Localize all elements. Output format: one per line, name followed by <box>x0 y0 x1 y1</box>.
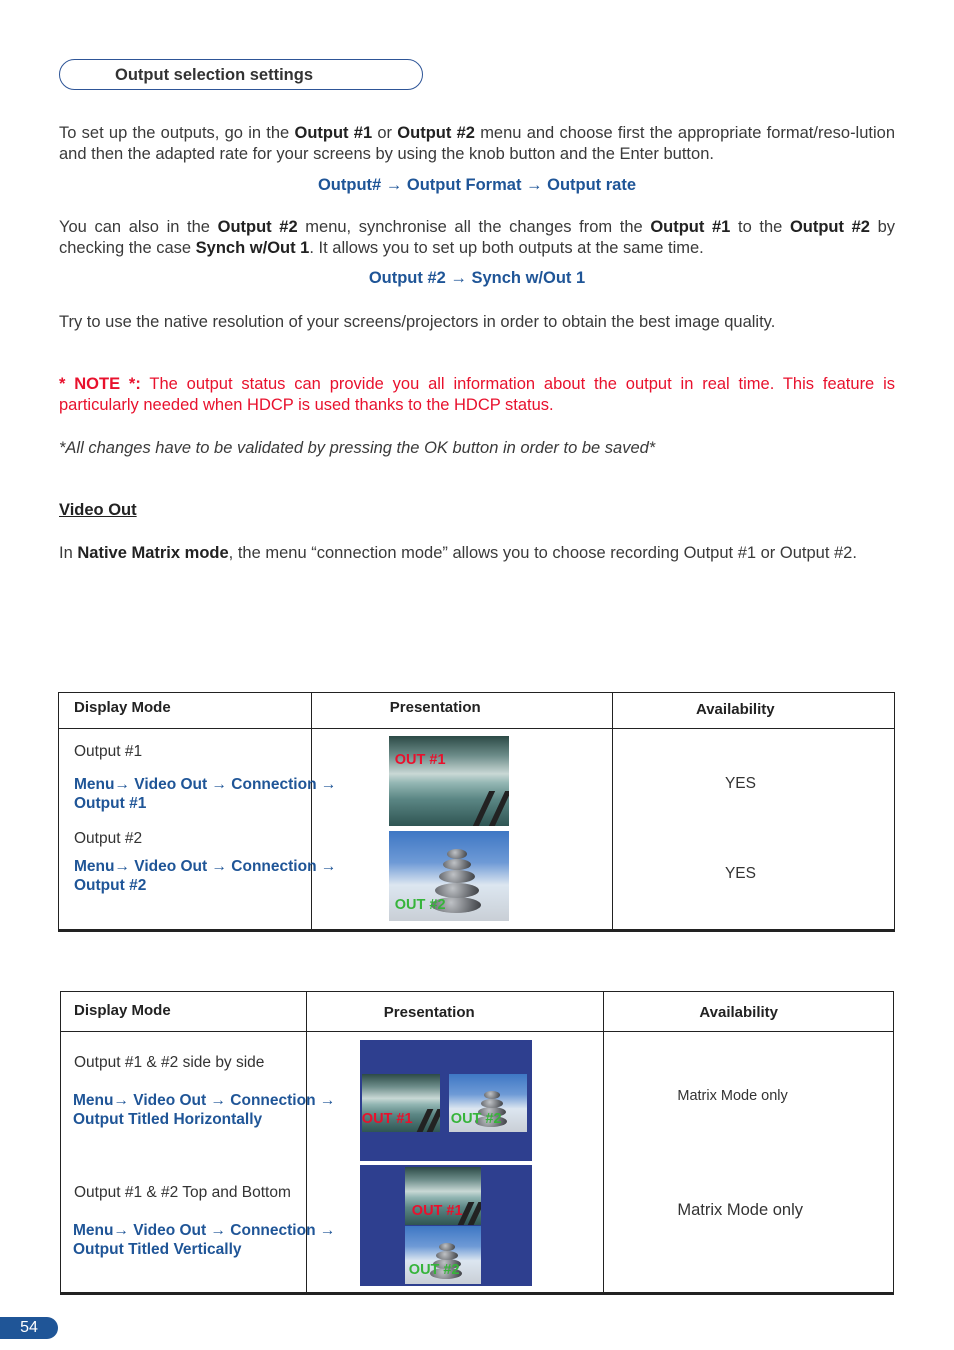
mode-output-2: Output #2 <box>74 830 143 847</box>
availability-cell <box>604 1032 894 1294</box>
note-label: * NOTE *: <box>59 375 141 393</box>
display-mode-cell <box>61 1032 336 1294</box>
availability-output-1: YES <box>724 775 756 792</box>
section-title: Output selection settings <box>115 66 314 84</box>
header-display-mode: Display Mode <box>59 693 312 729</box>
availability-top-bottom: Matrix Mode only <box>677 1201 804 1219</box>
bold-text: Synch w/Out 1 <box>195 239 310 257</box>
bold-text: Output #1 <box>294 124 373 142</box>
mode-output-1: Output #1 <box>74 743 143 760</box>
display-mode-table-1 <box>58 692 895 932</box>
presentation-cell <box>311 729 612 931</box>
sea-image <box>389 736 509 826</box>
text: , the menu “connection mode” allows you to choose recording Output #1 or Output #2. <box>228 544 857 562</box>
mode-top-bottom: Output #1 & #2 Top and Bottom <box>74 1184 291 1201</box>
video-out-title: Video Out <box>59 501 137 519</box>
menu-path-vertical: Menu→ Video Out → Connection → Output Titled Vertically <box>73 1222 336 1258</box>
text: by checking the case <box>59 218 896 257</box>
note-paragraph <box>59 374 895 416</box>
bold-text: Output #1 <box>650 218 731 236</box>
menu-path-output-2: Menu→ Video Out → Connection → Output #2 <box>74 858 337 894</box>
out-2-label: OUT #2 <box>408 1262 460 1278</box>
availability-side-by-side: Matrix Mode only <box>677 1088 788 1104</box>
display-mode-cell <box>59 729 337 931</box>
bold-text: Output #2 <box>217 218 298 236</box>
text: menu, synchronise all the changes from the <box>297 218 651 236</box>
out-2-label: OUT #2 <box>394 897 446 913</box>
intro-paragraph <box>59 123 895 165</box>
out-2-label: OUT #2 <box>450 1111 502 1127</box>
text: to the <box>730 218 790 236</box>
bold-text: Native Matrix mode <box>77 544 229 562</box>
text: You can also in the <box>59 218 218 236</box>
validate-note: *All changes have to be validated by pressing the OK button in order to be saved* <box>59 439 656 457</box>
mode-side-by-side: Output #1 & #2 side by side <box>74 1054 265 1071</box>
availability-output-2: YES <box>724 865 756 882</box>
menu-path-horizontal: Menu→ Video Out → Connection → Output Titled Horizontally <box>73 1092 336 1128</box>
bold-text: Output #2 <box>397 124 475 142</box>
stones-image <box>389 831 509 921</box>
header-availability: Availability <box>612 693 894 729</box>
header-presentation: Presentation <box>306 992 604 1032</box>
presentation-cell <box>306 1032 604 1294</box>
header-availability: Availability <box>604 992 894 1032</box>
text: menu and choose first the appropriate format/reso-lution and then the adapted rate for your screens by using the knob button and the Enter button. <box>59 124 896 163</box>
display-mode-table-2 <box>60 991 894 1295</box>
section-header <box>59 59 423 90</box>
out-1-label: OUT #1 <box>411 1203 463 1219</box>
menu-path-output-1: Menu→ Video Out → Connection → Output #1 <box>74 776 337 812</box>
top-bottom-preview <box>360 1165 532 1286</box>
out-1-label: OUT #1 <box>361 1111 413 1127</box>
out-1-label: OUT #1 <box>394 752 446 768</box>
bold-text: Output #2 <box>789 218 870 236</box>
text: or <box>372 124 398 142</box>
native-resolution-paragraph: Try to use the native resolution of your screens/projectors in order to obtain the best image quality. <box>59 313 776 331</box>
availability-cell <box>612 729 894 931</box>
side-by-side-preview <box>360 1040 532 1161</box>
video-out-paragraph <box>59 543 895 564</box>
page-number: 54 <box>0 1317 58 1339</box>
menu-path-output-rate: Output# → Output Format → Output rate <box>317 176 637 194</box>
header-display-mode: Display Mode <box>61 992 307 1032</box>
header-presentation: Presentation <box>311 693 612 729</box>
sync-paragraph <box>59 217 895 259</box>
note-text: The output status can provide you all information about the output in real time. This feature is particularly needed when HDCP is used thanks to the HDCP status. <box>59 375 895 414</box>
text: . It allows you to set up both outputs at the same time. <box>309 239 704 257</box>
menu-path-synch: Output #2 → Synch w/Out 1 <box>368 269 586 287</box>
text: To set up the outputs, go in the <box>59 124 295 142</box>
text: In <box>59 544 78 562</box>
